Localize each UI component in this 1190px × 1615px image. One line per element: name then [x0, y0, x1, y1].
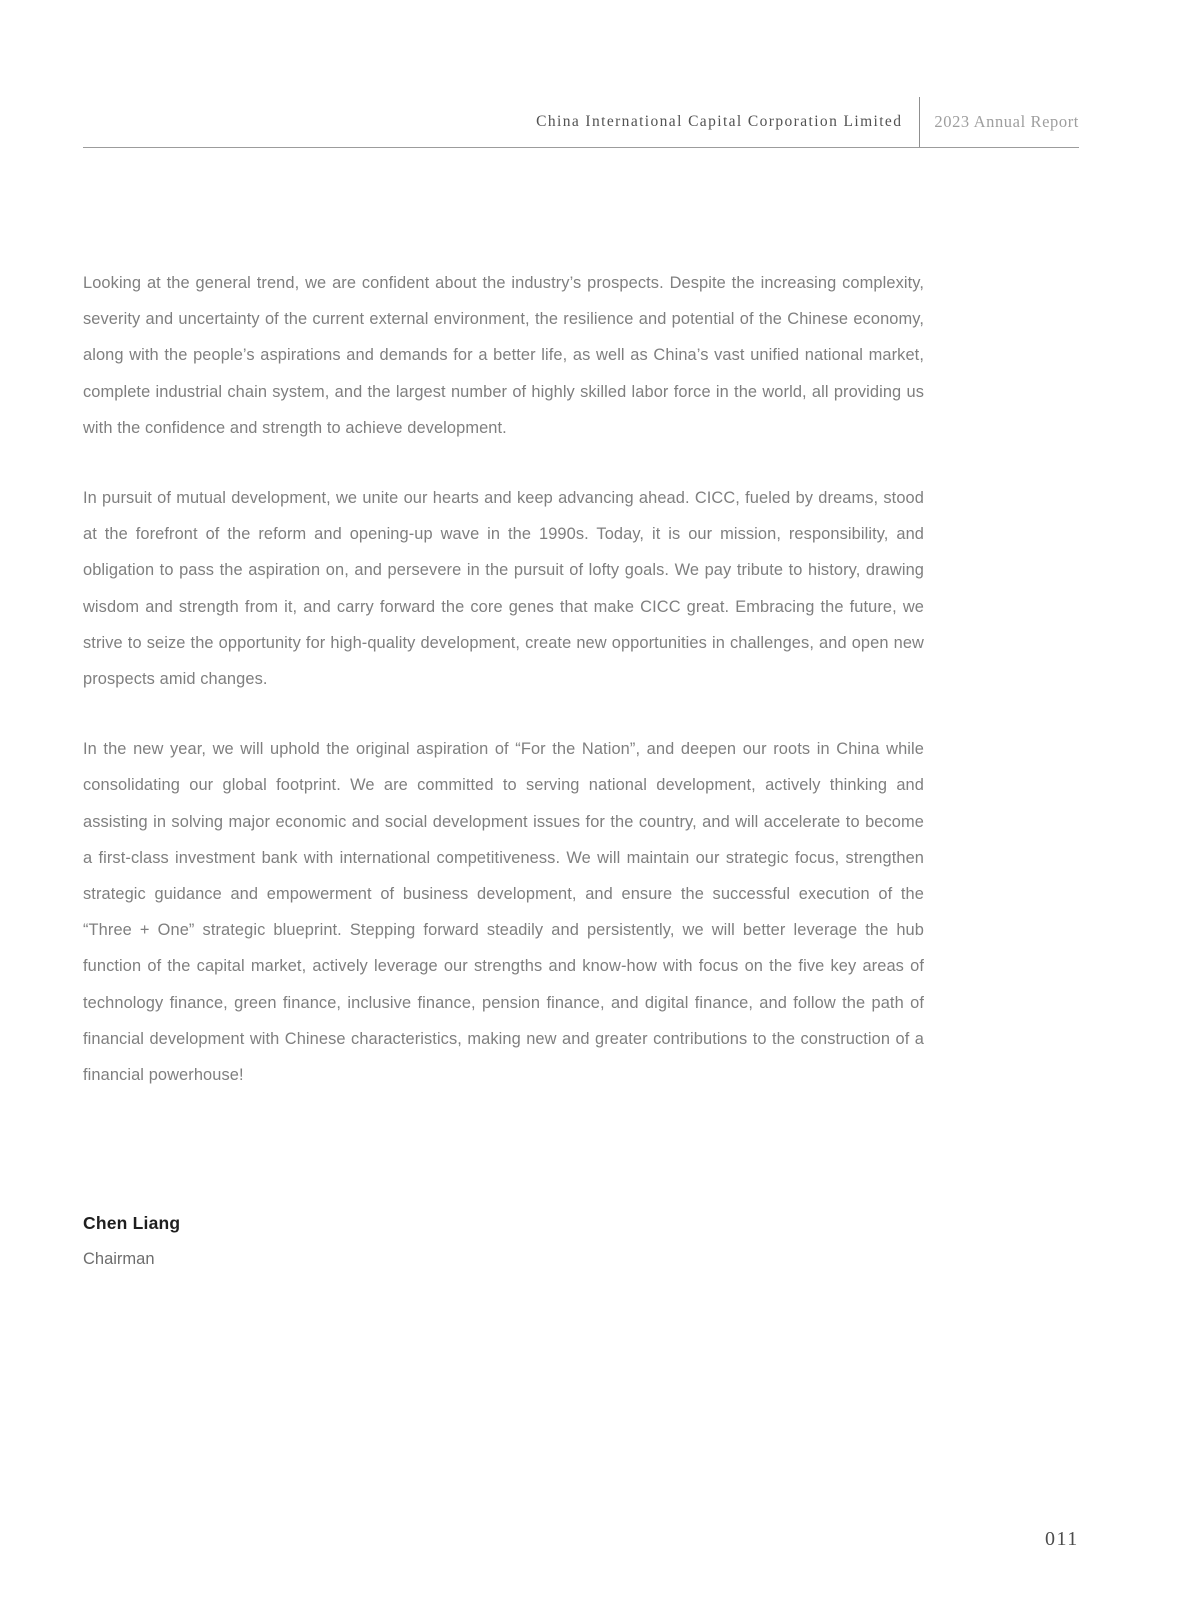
page-number: 011	[1045, 1528, 1079, 1550]
signature-title: Chairman	[83, 1250, 155, 1268]
paragraph-new-year: In the new year, we will uphold the original aspiration of “For the Nation”, and deepen our roots in China while consolidating our global footprint. We are committed to serving national development, actively thinking and assisting in solving major economic and social development issues for the country, and will accelerate to become a first-class investment bank with international competitiveness. We will maintain our strategic focus, strengthen strategic guidance and empowerment of business development, and ensure the successful execution of the “Three + One” strategic blueprint. Stepping forward steadily and persistently, we will better leverage the hub function of the capital market, actively leverage our strengths and know-how with focus on the five key areas of technology finance, green finance, inclusive finance, pension finance, and digital finance, and follow the path of financial development with Chinese characteristics, making new and greater contributions to the construction of a financial powerhouse!	[83, 740, 924, 1085]
header-divider-line	[919, 97, 920, 147]
paragraph-mission: In pursuit of mutual development, we unite our hearts and keep advancing ahead. CICC, fueled by dreams, stood at the forefront of the reform and opening-up wave in the 1990s. Today, it is our mission, responsibility, and obligation to pass the aspiration on, and persevere in the pursuit of lofty goals. We pay tribute to history, drawing wisdom and strength from it, and carry forward the core genes that make CICC great. Embracing the future, we strive to seize the opportunity for high-quality development, create new opportunities in challenges, and open new prospects amid changes.	[83, 489, 924, 689]
letter-body	[83, 265, 924, 1093]
header-report-title: 2023 Annual Report	[934, 111, 1079, 131]
paragraph-outlook: Looking at the general trend, we are confident about the industry’s prospects. Despite the increasing complexity, severity and uncertainty of the current external environment, the resilience and potential of the Chinese economy, along with the people’s aspirations and demands for a better life, as well as China’s vast unified national market, complete industrial chain system, and the largest number of highly skilled labor force in the world, all providing us with the confidence and strength to achieve development.	[83, 274, 924, 437]
signature-name: Chen Liang	[83, 1213, 181, 1233]
signature-block	[83, 1213, 180, 1269]
header-company-name: China International Capital Corporation Limited	[536, 112, 903, 130]
page-header	[83, 96, 1079, 148]
